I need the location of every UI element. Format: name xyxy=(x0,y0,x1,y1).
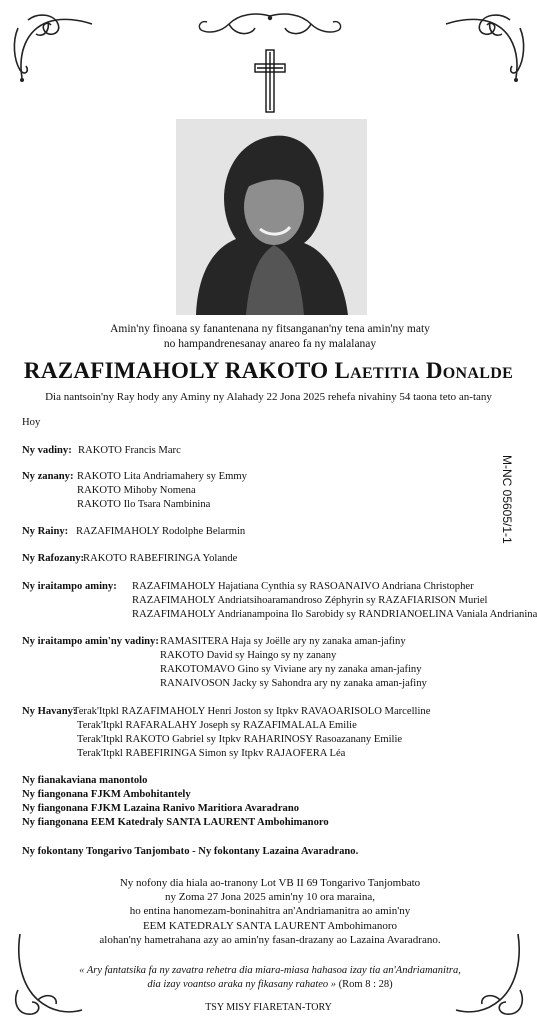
sibling-3: RAZAFIMAHOLY Andrianampoina Ilo Sarobidy sy RANDRIANOELINA Vaniala Andrianina xyxy=(132,609,537,620)
funeral-details xyxy=(60,876,480,947)
spouse-sibling-4: RANAIVOSON Jacky sy Sahondra ary ny zanaka aman-jafiny xyxy=(160,678,427,689)
corner-flourish-top-right xyxy=(440,8,530,88)
relatives-label: Ny Havany: xyxy=(22,706,77,717)
intro-line-2: no hampandrenesanay anareo fa ny malalanay xyxy=(163,338,377,350)
group-1: Ny fianakaviana manontolo xyxy=(22,775,148,786)
spouse-siblings-label: Ny iraitampo amin'ny vadiny: xyxy=(22,636,159,647)
group-2: Ny fiangonana FJKM Ambohitantely xyxy=(22,789,191,800)
child-1: RAKOTO Lita Andriamahery sy Emmy xyxy=(77,471,247,482)
footer-note: TSY MISY FIARETAN-TORY xyxy=(205,1002,332,1013)
spouse-sibling-1: RAMASITERA Haja sy Joëlle ary ny zanaka aman-jafiny xyxy=(160,636,406,647)
quote-line-1: « Ary fantatsika fa ny zavatra rehetra dia miara-miasa hahasoa izay tia an'Andriamanitra, xyxy=(79,965,461,976)
children-label: Ny zanany: xyxy=(22,471,74,482)
father-label: Ny Rainy: xyxy=(22,526,69,537)
spouse-sibling-2: RAKOTO David sy Haingo sy ny zanany xyxy=(160,650,337,661)
spouse-sibling-3: RAKOTOMAVO Gino sy Viviane ary ny zanaka aman-jafiny xyxy=(160,664,422,675)
relative-4: Terak'Itpkl RABEFIRINGA Simon sy Itpkv RAJAOFERA Léa xyxy=(77,748,346,759)
bible-quote xyxy=(60,964,480,992)
funeral-line-3: ho entina hanomezam-boninahitra an'Andriamanitra ao amin'ny xyxy=(129,905,411,918)
funeral-line-1: Ny nofony dia hiala ao-tranony Lot VB II 69 Tongarivo Tanjombato xyxy=(119,877,421,889)
death-notice: Dia nantsoin'ny Ray hody any Aminy ny Alahady 22 Jona 2025 rehefa nivahiny 54 taona teto an-tany xyxy=(45,391,492,403)
salutation: Hoy xyxy=(22,417,41,428)
relative-2: Terak'Itpkl RAFARALAHY Joseph sy RAZAFIMALALA Emilie xyxy=(77,720,357,731)
cross-icon xyxy=(253,48,287,114)
corner-flourish-top-left xyxy=(8,8,98,88)
portrait-photo xyxy=(176,119,367,315)
funeral-line-5: alohan'ny hametrahana azy ao amin'ny fasan-drazany ao Lazaina Avaradrano. xyxy=(99,933,441,946)
deceased-given-names: Laetitia Donalde xyxy=(334,358,514,383)
deceased-name xyxy=(0,358,537,384)
child-2: RAKOTO Mihoby Nomena xyxy=(77,485,196,496)
funeral-line-4: EEM KATEDRALY SANTA LAURENT Ambohimanoro xyxy=(142,919,398,932)
deceased-surname: RAZAFIMAHOLY RAKOTO xyxy=(23,358,329,383)
in-laws-name: RAKOTO RABEFIRINGA Yolande xyxy=(83,553,238,564)
intro-line-1: Amin'ny finoana sy fanantenana ny fitsanganan'ny tena amin'ny maty xyxy=(110,323,430,335)
spouse-label: Ny vadiny: xyxy=(22,445,72,456)
father-name: RAZAFIMAHOLY Rodolphe Belarmin xyxy=(76,526,246,537)
in-laws-label: Ny Rafozany: xyxy=(22,553,85,564)
spouse-name: RAKOTO Francis Marc xyxy=(78,445,181,456)
group-3: Ny fiangonana FJKM Lazaina Ranivo Maritiora Avaradrano xyxy=(22,803,300,814)
quote-line-2: dia izay voantso araka ny fikasany rahateo » xyxy=(147,979,337,990)
siblings-label: Ny iraitampo aminy: xyxy=(22,581,117,592)
fokontany-line: Ny fokontany Tongarivo Tanjombato - Ny fokontany Lazaina Avaradrano. xyxy=(22,846,359,857)
sibling-1: RAZAFIMAHOLY Hajatiana Cynthia sy RASOANAIVO Andriana Christopher xyxy=(132,581,474,592)
funeral-line-2: ny Zoma 27 Jona 2025 amin'ny 10 ora maraina, xyxy=(164,891,375,904)
reference-code: M-NC 05605/1-1 xyxy=(500,455,514,544)
quote-reference: (Rom 8 : 28) xyxy=(338,979,393,990)
top-center-flourish xyxy=(195,10,345,46)
relative-1: Terak'Itpkl RAZAFIMAHOLY Henri Joston sy Itpkv RAVAOARISOLO Marcelline xyxy=(73,706,431,717)
intro-text xyxy=(60,322,480,352)
child-3: RAKOTO Ilo Tsara Nambinina xyxy=(77,499,211,510)
group-4: Ny fiangonana EEM Katedraly SANTA LAURENT Ambohimanoro xyxy=(22,817,329,828)
relative-3: Terak'Itpkl RAKOTO Gabriel sy Itpkv RAHARINOSY Rasoazanany Emilie xyxy=(77,734,403,745)
sibling-2: RAZAFIMAHOLY Andriatsihoaramandroso Zéphyrin sy RAZAFIARISON Muriel xyxy=(132,595,488,606)
